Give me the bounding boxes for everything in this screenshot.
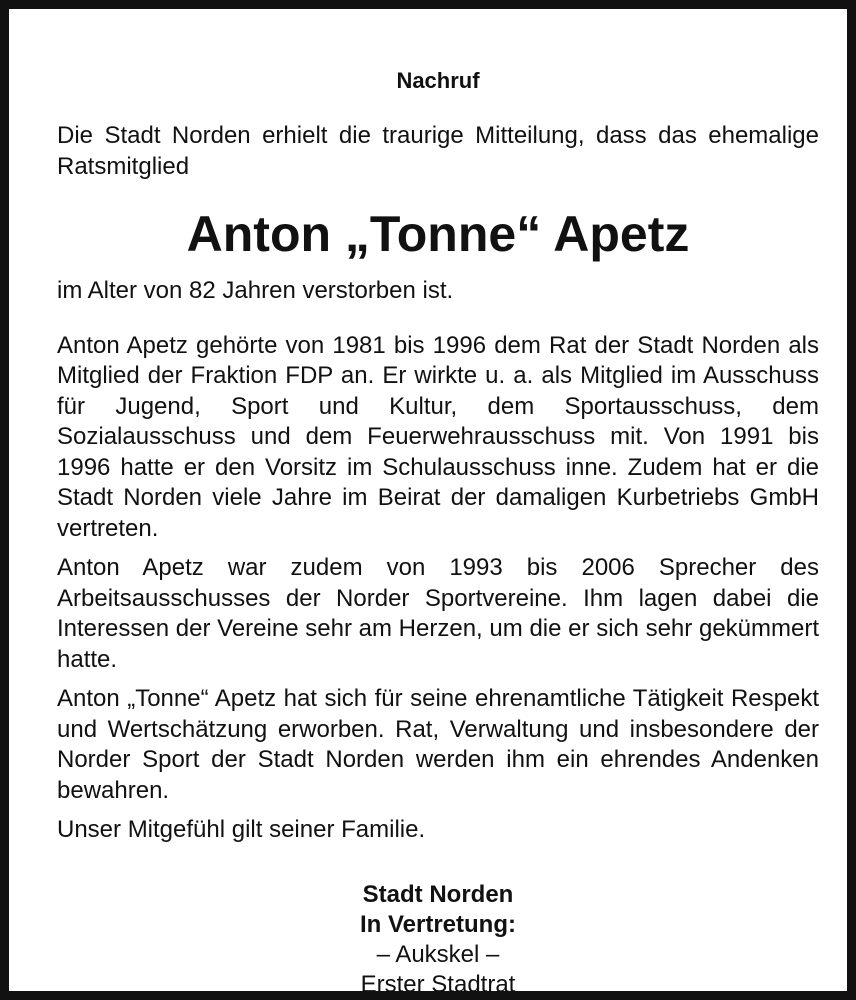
obituary-heading: Nachruf [396,68,480,93]
age-line: im Alter von 82 Jahren verstorben ist. [57,277,454,304]
obituary-content [57,67,819,1000]
paragraph-sport: Anton Apetz war zudem von 1993 bis 2006 Sprecher des Arbeitsausschusses der Norder Sportvereine. Ihm lagen dabei die Interessen der Vereine sehr am Herzen, um die er sich sehr gekümmert hatte. [57,554,819,673]
paragraph-condolence: Unser Mitgefühl gilt seiner Familie. [57,816,426,843]
deceased-name: Anton „Tonne“ Apetz [186,206,690,262]
signature-block [57,880,819,1000]
signature-role: In Vertretung: [359,910,516,938]
intro-text: Die Stadt Norden erhielt die traurige Mitteilung, dass das ehemalige Ratsmitglied [57,122,819,180]
signature-title: Erster Stadtrat [360,970,516,998]
paragraph-tribute: Anton „Tonne“ Apetz hat sich für seine ehrenamtliche Tätigkeit Respekt und Wertschätzung erworben. Rat, Verwaltung und insbesondere der Norder Sport der Stadt Norden werden ihm ein ehrendes Andenken bewahren. [57,685,819,804]
signature-org: Stadt Norden [362,880,514,908]
paragraph-career: Anton Apetz gehörte von 1981 bis 1996 dem Rat der Stadt Norden als Mitglied der Fraktion FDP an. Er wirkte u. a. als Mitglied im Ausschuss für Jugend, Sport und Kultur, dem Sportausschuss, dem Sozialausschuss und dem Feuerwehrausschuss mit. Von 1991 bis 1996 hatte er den Vorsitz im Schulausschuss inne. Zudem hat er die Stadt Norden viele Jahre im Beirat der damaligen Kurbetriebs GmbH vertreten. [57,331,819,542]
signature-person: – Aukskel – [376,940,500,968]
